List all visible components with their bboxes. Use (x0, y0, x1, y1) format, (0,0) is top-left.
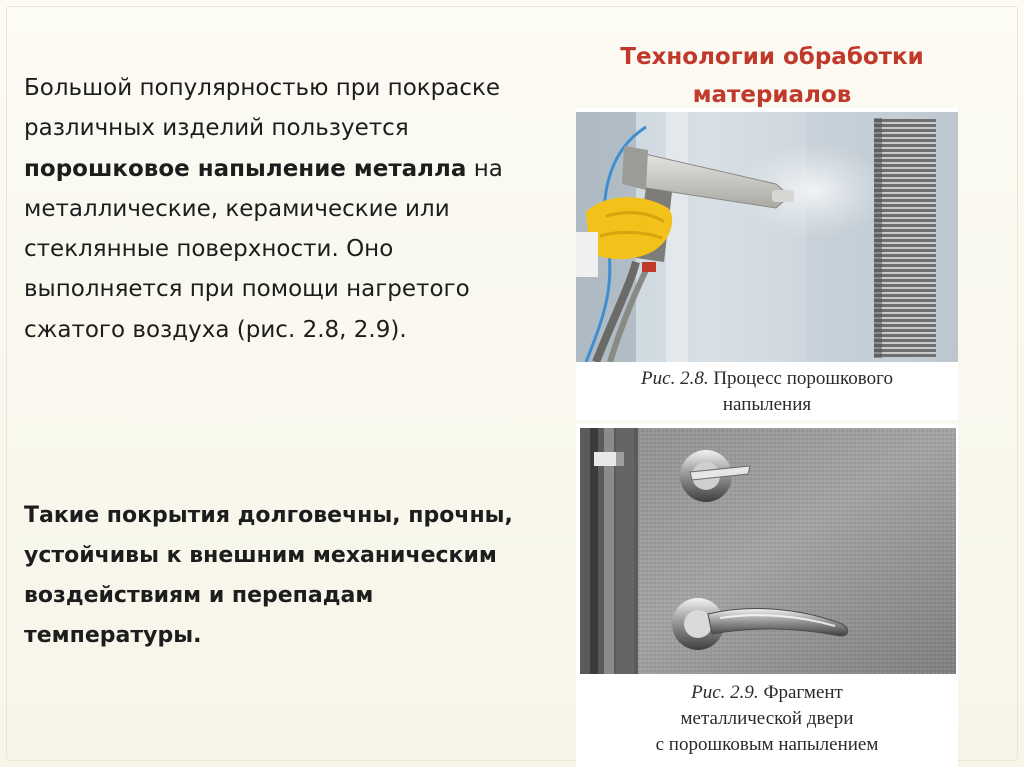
paragraph-text-start: Большой популярностью при покраске различных изделий пользуется (24, 75, 501, 142)
metal-door-handle-photo (580, 428, 956, 674)
figure-2-9-label: Рис. 2.9. (691, 682, 759, 703)
figure-2-8 (576, 108, 958, 420)
figure-2-9-caption-line3: с порошковым напылением (655, 734, 879, 755)
spray-scene-image (576, 112, 958, 362)
door-fragment-image (580, 428, 956, 674)
figure-2-8-label: Рис. 2.8. (641, 368, 709, 389)
figure-2-9 (576, 424, 958, 767)
powder-spray-gun-photo (576, 112, 958, 362)
figure-2-9-caption (576, 680, 958, 758)
secondary-paragraph: Такие покрытия долговечны, прочны, устойчивы к внешним механическим воздействиям и перепадам температуры. (24, 503, 513, 648)
figure-2-8-caption-line1: Процесс порошкового (713, 368, 893, 389)
main-paragraph (24, 68, 504, 350)
paragraph-text-end: на металлические, керамические или стеклянные поверхности. Оно выполняется при помощи нагретого сжатого воздуха (рис. 2.8, 2.9). (24, 155, 503, 343)
paragraph-highlight: порошковое напыление металла (24, 155, 467, 182)
figure-2-8-caption-line2: напыления (722, 394, 812, 415)
figure-2-9-caption-line1: Фрагмент (763, 682, 843, 703)
figure-2-9-caption-line2: металлической двери (680, 708, 854, 729)
figure-2-8-caption (576, 366, 958, 418)
slide-title: Технологии обработки материалов (620, 44, 924, 108)
